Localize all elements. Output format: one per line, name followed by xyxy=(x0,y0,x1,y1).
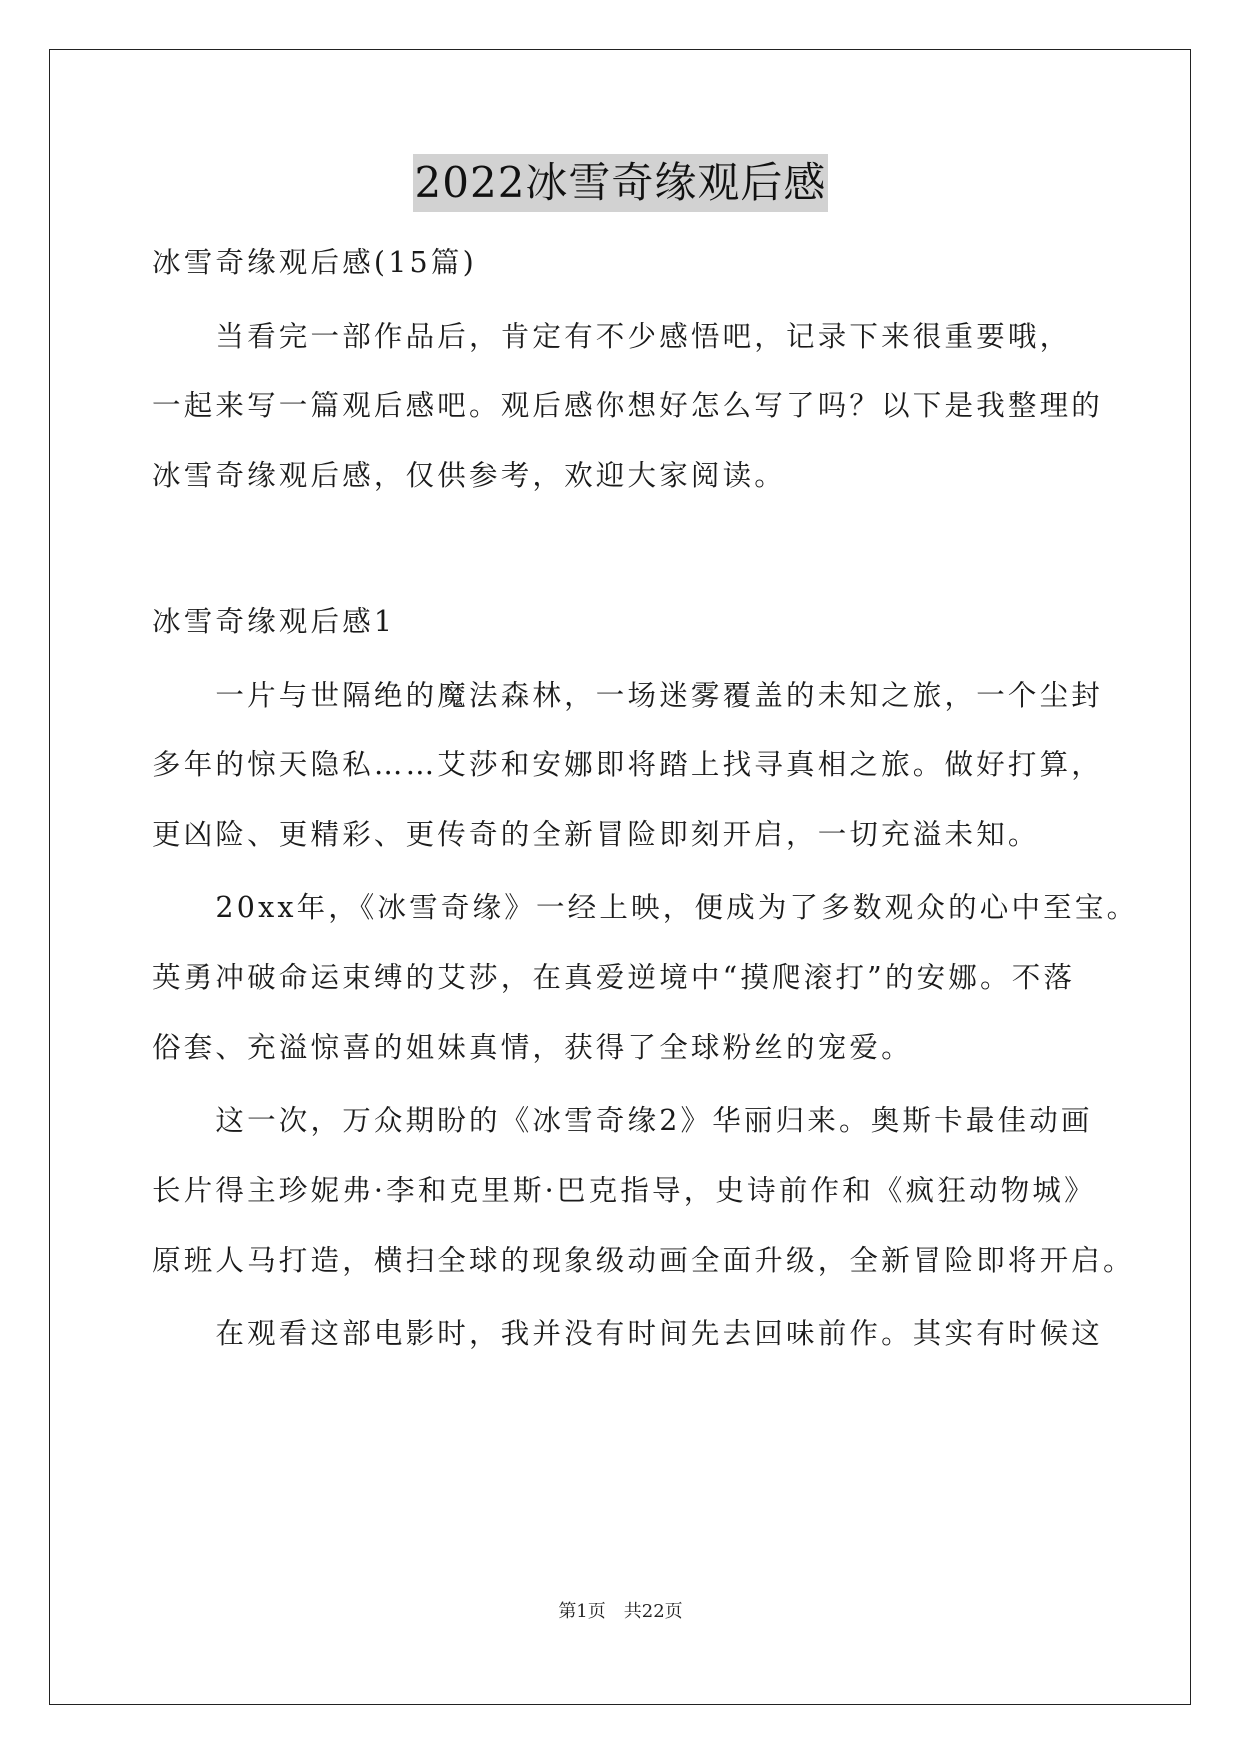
document-subtitle: 冰雪奇缘观后感(15篇) xyxy=(152,246,477,279)
body-line: 英勇冲破命运束缚的艾莎，在真爱逆境中“摸爬滚打”的安娜。不落 xyxy=(152,961,1076,994)
body-line: 更凶险、更精彩、更传奇的全新冒险即刻开启，一切充溢未知。 xyxy=(152,818,1040,851)
title-container xyxy=(0,154,1241,212)
document-title: 2022冰雪奇缘观后感 xyxy=(413,154,829,212)
body-line: 20xx年，《冰雪奇缘》一经上映，便成为了多数观众的心中至宝。 xyxy=(152,891,1139,924)
page-footer xyxy=(0,1600,1241,1624)
body-line: 多年的惊天隐私……艾莎和安娜即将踏上找寻真相之旅。做好打算， xyxy=(152,748,1104,781)
body-line: 长片得主珍妮弗·李和克里斯·巴克指导，史诗前作和《疯狂动物城》 xyxy=(152,1174,1096,1207)
body-line: 一片与世隔绝的魔法森林，一场迷雾覆盖的未知之旅，一个尘封 xyxy=(152,679,1104,712)
page-total: 共22页 xyxy=(623,1601,683,1622)
intro-line: 一起来写一篇观后感吧。观后感你想好怎么写了吗？以下是我整理的 xyxy=(152,389,1104,422)
intro-line: 当看完一部作品后，肯定有不少感悟吧，记录下来很重要哦， xyxy=(152,320,1072,353)
body-line: 原班人马打造，横扫全球的现象级动画全面升级，全新冒险即将开启。 xyxy=(152,1244,1135,1277)
section-heading: 冰雪奇缘观后感1 xyxy=(152,605,396,638)
body-line: 在观看这部电影时，我并没有时间先去回味前作。其实有时候这 xyxy=(152,1317,1104,1350)
page-number: 第1页 xyxy=(558,1601,606,1622)
page-border xyxy=(49,49,1191,1705)
body-line: 俗套、充溢惊喜的姐妹真情，获得了全球粉丝的宠爱。 xyxy=(152,1031,913,1064)
body-line: 这一次，万众期盼的《冰雪奇缘2》华丽归来。奥斯卡最佳动画 xyxy=(152,1104,1093,1137)
intro-line: 冰雪奇缘观后感，仅供参考，欢迎大家阅读。 xyxy=(152,459,787,492)
